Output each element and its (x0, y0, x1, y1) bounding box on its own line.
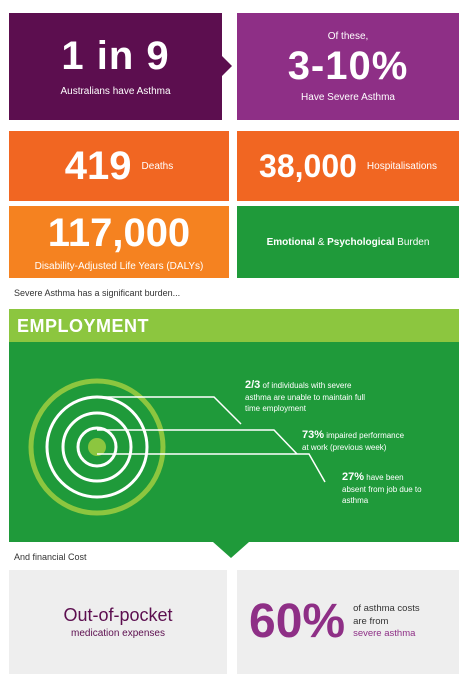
stat-caption: medication expenses (71, 628, 165, 639)
stat-number: 38,000 (259, 148, 357, 184)
stat-text: asthma (342, 495, 369, 505)
caption-highlight: severe asthma (353, 628, 416, 640)
stat-text: time employment (245, 403, 306, 413)
stat-value: 73% (302, 429, 325, 441)
caption-line: are from (353, 615, 389, 627)
stat-label: Deaths (141, 160, 174, 172)
stat-severe-asthma (237, 13, 459, 120)
pointer-line-3 (97, 454, 325, 482)
stat-text: of individuals with severe (262, 381, 352, 390)
stat-text: at work (previous week) (302, 442, 387, 452)
stat-label: Disability-Adjusted Life Years (DALYs) (34, 260, 204, 272)
stat-value: 2/3 (245, 379, 261, 391)
stat-prefix: Of these, (327, 30, 369, 42)
employment-panel (9, 342, 459, 542)
financial-caption: And financial Cost (14, 552, 87, 562)
employment-stat-3 (342, 470, 457, 506)
stat-big-number: 60% (249, 595, 346, 648)
stat-big-number: 1 in 9 (61, 34, 170, 78)
employment-stat-2 (302, 428, 452, 454)
burden-word: Burden (397, 236, 430, 248)
stat-text: absent from job due to (342, 484, 422, 494)
stat-title: Out-of-pocket (63, 605, 173, 625)
caption-line: of asthma costs (353, 603, 420, 615)
chevron-down-icon (213, 542, 249, 558)
stat-hospitalisations (237, 131, 459, 201)
stat-deaths (9, 131, 229, 201)
stat-big-number: 3-10% (287, 43, 409, 88)
employment-header (9, 309, 459, 342)
ampersand: & (317, 236, 325, 248)
stat-caption: Australians have Asthma (60, 86, 171, 97)
psychological-word: Psychological (327, 236, 395, 248)
stat-value: 27% (342, 471, 365, 483)
stat-text: have been (366, 473, 404, 482)
stat-dalys (9, 206, 229, 278)
stat-caption (353, 603, 420, 640)
burden-caption: Severe Asthma has a significant burden... (14, 288, 181, 298)
stat-number: 117,000 (47, 210, 191, 255)
emotional-word: Emotional (266, 236, 315, 248)
stat-out-of-pocket (9, 570, 227, 674)
stat-text: asthma are unable to maintain full (245, 392, 366, 402)
stat-emotional-burden (237, 206, 459, 278)
stat-number: 419 (64, 144, 132, 188)
stat-one-in-nine (9, 13, 222, 120)
stat-label: Hospitalisations (366, 160, 437, 172)
employment-title: EMPLOYMENT (17, 316, 150, 336)
stat-caption: Have Severe Asthma (301, 91, 395, 103)
arrow-right-icon (222, 56, 232, 76)
employment-stat-1 (245, 378, 445, 414)
stat-text: impaired performance (326, 431, 405, 440)
emotional-burden-text (267, 237, 430, 248)
stat-sixty-percent (237, 570, 459, 674)
